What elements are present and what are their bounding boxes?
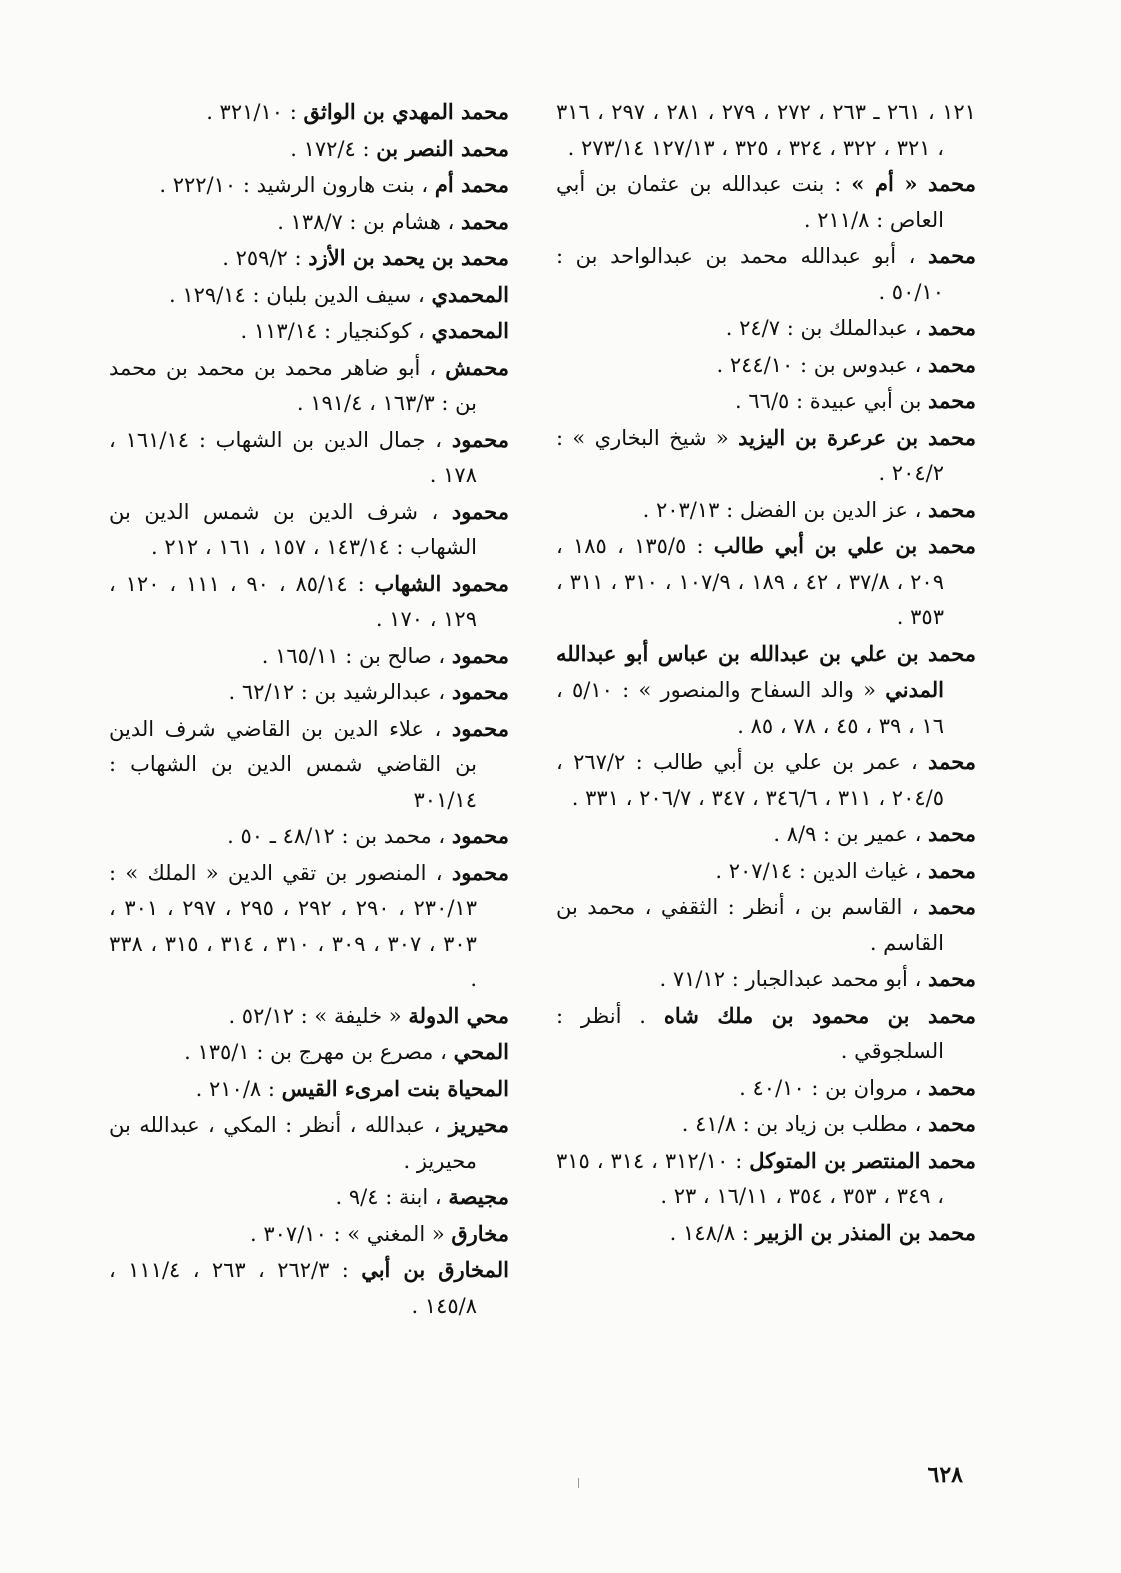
index-entry: [109, 1034, 509, 1071]
index-entry: [556, 1070, 976, 1107]
index-entry: [109, 674, 509, 711]
index-entry: [556, 238, 976, 310]
entry-heading: محيريز: [448, 1112, 509, 1137]
index-entry: [556, 853, 976, 890]
entry-heading: المحي: [453, 1039, 509, 1064]
entry-heading: محمود: [451, 859, 509, 885]
entry-heading: محمد: [928, 1111, 976, 1136]
index-column-right: [556, 94, 976, 1251]
index-entry: [109, 204, 509, 241]
entry-references: ، عبدالملك بن : ٢٤/٧ .: [725, 316, 929, 340]
index-entry: [109, 167, 509, 204]
entry-references: ، سيف الدين بلبان : ١٢٩/١٤ .: [169, 282, 432, 307]
entry-references: ، المنصور بن تقي الدين « الملك » : ٢٣٠/١٣ ، ٢٩٠ ، ٢٩٢ ، ٢٩٥ ، ٢٩٧ ، ٣٠١ ، ٣٠٣ ، ٣٠٧ ، ٣٠٩ ، ٣١٠ ، ٣١٤ ، ٣١٥ ، ٣٣٨ .: [109, 860, 477, 991]
entry-references: : ٣٢١/١٠ .: [206, 100, 304, 124]
index-entry: [556, 816, 976, 853]
index-entry: [109, 998, 509, 1035]
index-entry: [109, 711, 509, 819]
index-entry: [556, 961, 976, 998]
entry-heading: مجيصة: [448, 1184, 509, 1209]
entry-heading: محمد: [928, 388, 976, 413]
index-entry: [109, 350, 509, 422]
entry-heading: محمد: [928, 351, 976, 377]
entry-references: ١٢١ ، ٢٦١ ـ ٢٦٣ ، ٢٧٢ ، ٢٧٩ ، ٢٨١ ، ٢٩٧ ، ٣١٦ ، ٣٢١ ، ٣٢٢ ، ٣٢٤ ، ٣٢٥ ، ١٢٧/١٣ ٢٧٣/١٤ .: [556, 100, 976, 160]
index-entry: [556, 310, 976, 347]
entry-heading: محمود: [451, 642, 509, 668]
entry-heading: مخارق: [451, 1220, 509, 1246]
entry-heading: المخارق بن أبي: [361, 1257, 509, 1282]
index-entry: [109, 1071, 509, 1108]
index-entry: [109, 1179, 509, 1216]
index-entry: [109, 566, 509, 638]
index-entry: [556, 636, 976, 745]
entry-heading: محمود: [451, 823, 509, 848]
index-entry: [109, 494, 509, 566]
entry-references: : ٢١٠/٨ .: [195, 1076, 282, 1101]
entry-heading: محي الدولة: [408, 1002, 509, 1028]
index-entry: [556, 1215, 976, 1252]
entry-references: ، عمر بن علي بن أبي طالب : ٢٦٧/٢ ، ٢٠٤/٥ ، ٣١١ ، ٣٤٦/٦ ، ٣٤٧ ، ٢٠٦/٧ ، ٣٣١ .: [556, 750, 944, 810]
index-entry: [109, 855, 509, 998]
entry-heading: محمد أم: [434, 172, 509, 197]
entry-heading: محمود: [451, 715, 509, 741]
index-entry: [109, 818, 509, 855]
index-entry: [109, 277, 509, 314]
entry-references: ، ابنة : ٩/٤ .: [335, 1185, 449, 1209]
entry-references: . أنظر : السلجوقي .: [556, 1003, 944, 1063]
index-entry: [556, 420, 976, 492]
entry-heading: محمود: [451, 498, 509, 524]
index-entry: [109, 240, 509, 277]
index-entry: [109, 1107, 509, 1179]
index-entry: [556, 492, 976, 529]
entry-heading: محمد: [928, 894, 976, 919]
entry-references: ، شرف الدين بن شمس الدين بن الشهاب : ١٤٣/١٤ ، ١٥٧ ، ١٦١ ، ٢١٢ .: [109, 499, 477, 559]
entry-heading: محمد: [461, 208, 509, 234]
entry-heading: المحياة بنت امرىء القيس: [281, 1075, 509, 1101]
entry-heading: محمود الشهاب: [374, 570, 509, 596]
index-entry: [556, 347, 976, 384]
entry-references: ، عبدالله ، أنظر : المكي ، عبدالله بن محيريز .: [109, 1113, 477, 1173]
index-entry: [109, 131, 509, 168]
entry-references: ، غياث الدين : ٢٠٧/١٤ .: [715, 858, 929, 883]
index-column-left: [109, 94, 509, 1324]
entry-heading: محمد بن محمود بن ملك شاه: [663, 1002, 976, 1028]
page-number: ٦٢٨: [927, 1462, 963, 1488]
entry-references: ، عمير بن : ٨/٩ .: [773, 822, 929, 846]
entry-references: ، أبو محمد عبدالجبار : ٧١/١٢ .: [659, 967, 929, 991]
entry-references: : بنت عبدالله بن عثمان بن أبي العاص : ٢١١/٨ .: [556, 172, 944, 232]
entry-heading: محمود: [451, 426, 510, 452]
entry-references: « والد السفاح والمنصور » : ٥/١٠ ، ١٦ ، ٣٩ ، ٤٥ ، ٧٨ ، ٨٥ .: [556, 678, 944, 738]
entry-heading: محمد: [928, 749, 976, 774]
index-entry: [556, 1106, 976, 1143]
entry-references: ، عز الدين بن الفضل : ٢٠٣/١٣ .: [642, 497, 929, 522]
entry-references: ، أبو عبدالله محمد بن عبدالواحد بن : ٥٠/١٠ .: [556, 244, 944, 304]
entry-references: ، كوكنجيار : ١١٣/١٤ .: [240, 319, 432, 343]
index-entry: [556, 744, 976, 816]
entry-references: : ١٤٨/٨ .: [669, 1220, 756, 1245]
index-entry: [556, 94, 976, 166]
entry-heading: محمد المنتصر بن المتوكل: [749, 1147, 976, 1173]
index-entry: [556, 166, 976, 238]
index-entry: [556, 889, 976, 961]
entry-references: « شيخ البخاري » : ٢٠٤/٢ .: [556, 425, 944, 485]
index-entry: [109, 313, 509, 350]
entry-references: ، محمد بن : ٤٨/١٢ ـ ٥٠ .: [227, 824, 452, 848]
entry-references: ، عبدوس بن : ٢٤٤/١٠ .: [716, 352, 929, 377]
entry-references: : ١٣٥/٥ ، ١٨٥ ، ٢٠٩ ، ٣٧/٨ ، ٤٢ ، ١٨٩ ، ١٠٧/٩ ، ٣١٠ ، ٣١١ ، ٣٥٣ .: [556, 534, 944, 629]
entry-heading: محمد النصر بن: [376, 135, 509, 161]
entry-heading: محمد: [928, 966, 976, 991]
entry-heading: محمد بن يحمد بن الأزد: [308, 245, 509, 270]
index-entry: [109, 94, 509, 131]
entry-heading: محمد: [928, 1074, 976, 1100]
entry-heading: محمد: [928, 496, 976, 522]
index-entry: [109, 422, 509, 494]
entry-heading: محمد بن علي بن عبدالله بن عباس أبو عبدالله المدني: [556, 640, 976, 702]
index-entry: [109, 1216, 509, 1253]
entry-references: ، عبدالرشيد بن : ٦٢/١٢ .: [228, 680, 452, 704]
entry-references: ، مطلب بن زياد بن : ٤١/٨ .: [681, 1112, 929, 1136]
entry-references: : ٨٥/١٤ ، ٩٠ ، ١١١ ، ١٢٠ ، ١٢٩ ، ١٧٠ .: [109, 571, 477, 631]
entry-references: « المغني » : ٣٠٧/١٠ .: [250, 1221, 452, 1246]
entry-heading: محمد المهدي بن الواثق: [303, 99, 509, 124]
entry-references: ، بنت هارون الرشيد : ٢٢٢/١٠ .: [159, 173, 435, 197]
column-divider-mark: [578, 1478, 579, 1488]
entry-references: : ٢٥٩/٢ .: [222, 246, 309, 270]
entry-references: ، هشام بن : ١٣٨/٧ .: [277, 209, 462, 234]
index-entry: [556, 998, 976, 1070]
entry-references: : ١٧٢/٤ .: [290, 136, 377, 161]
entry-heading: محمد « أم »: [851, 171, 976, 196]
entry-references: بن أبي عبيدة : ٦٦/٥ .: [735, 389, 929, 413]
entry-heading: المحمدي: [431, 318, 509, 343]
entry-heading: محمد: [928, 243, 976, 268]
entry-references: : ٣١٢/١٠ ، ٣١٤ ، ٣١٥ ، ٣٤٩ ، ٣٥٣ ، ٣٥٤ ، ١٦/١١ ، ٢٣ .: [556, 1148, 944, 1208]
entry-heading: محمد: [928, 315, 976, 340]
index-entry: [109, 1252, 509, 1324]
entry-heading: محمود: [451, 679, 509, 704]
index-entry: [556, 1143, 976, 1215]
entry-heading: محمش: [445, 354, 509, 380]
entry-heading: محمد بن المنذر بن الزبير: [755, 1219, 976, 1245]
entry-heading: المحمدي: [431, 281, 509, 307]
index-entry: [109, 638, 509, 675]
entry-references: ، أبو ضاهر محمد بن محمد بن محمد بن : ١٦٣/٣ ، ١٩١/٤ .: [109, 355, 477, 415]
entry-references: ، مصرع بن مهرج بن : ١٣٥/١ .: [184, 1040, 454, 1064]
entry-heading: محمد: [928, 857, 976, 883]
entry-heading: محمد بن عرعرة بن اليزيد: [738, 424, 976, 450]
index-entry: [556, 383, 976, 420]
index-entry: [556, 528, 976, 636]
entry-heading: محمد: [928, 821, 976, 846]
entry-references: : ٢٦٢/٣ ، ٢٦٣ ، ١١١/٤ ، ١٤٥/٨ .: [109, 1258, 477, 1318]
entry-references: ، القاسم بن ، أنظر : الثقفي ، محمد بن القاسم .: [556, 895, 944, 955]
entry-references: ، علاء الدين بن القاضي شرف الدين بن القاضي شمس الدين بن الشهاب : ٣٠١/١٤: [109, 716, 477, 812]
entry-references: ، صالح بن : ١٦٥/١١ .: [261, 643, 452, 668]
entry-heading: محمد بن علي بن أبي طالب: [713, 533, 976, 558]
entry-references: « خليفة » : ٥٢/١٢ .: [228, 1003, 409, 1028]
entry-references: ، جمال الدين بن الشهاب : ١٦١/١٤ ، ١٧٨ .: [109, 427, 477, 487]
entry-references: ، مروان بن : ٤٠/١٠ .: [739, 1075, 929, 1100]
